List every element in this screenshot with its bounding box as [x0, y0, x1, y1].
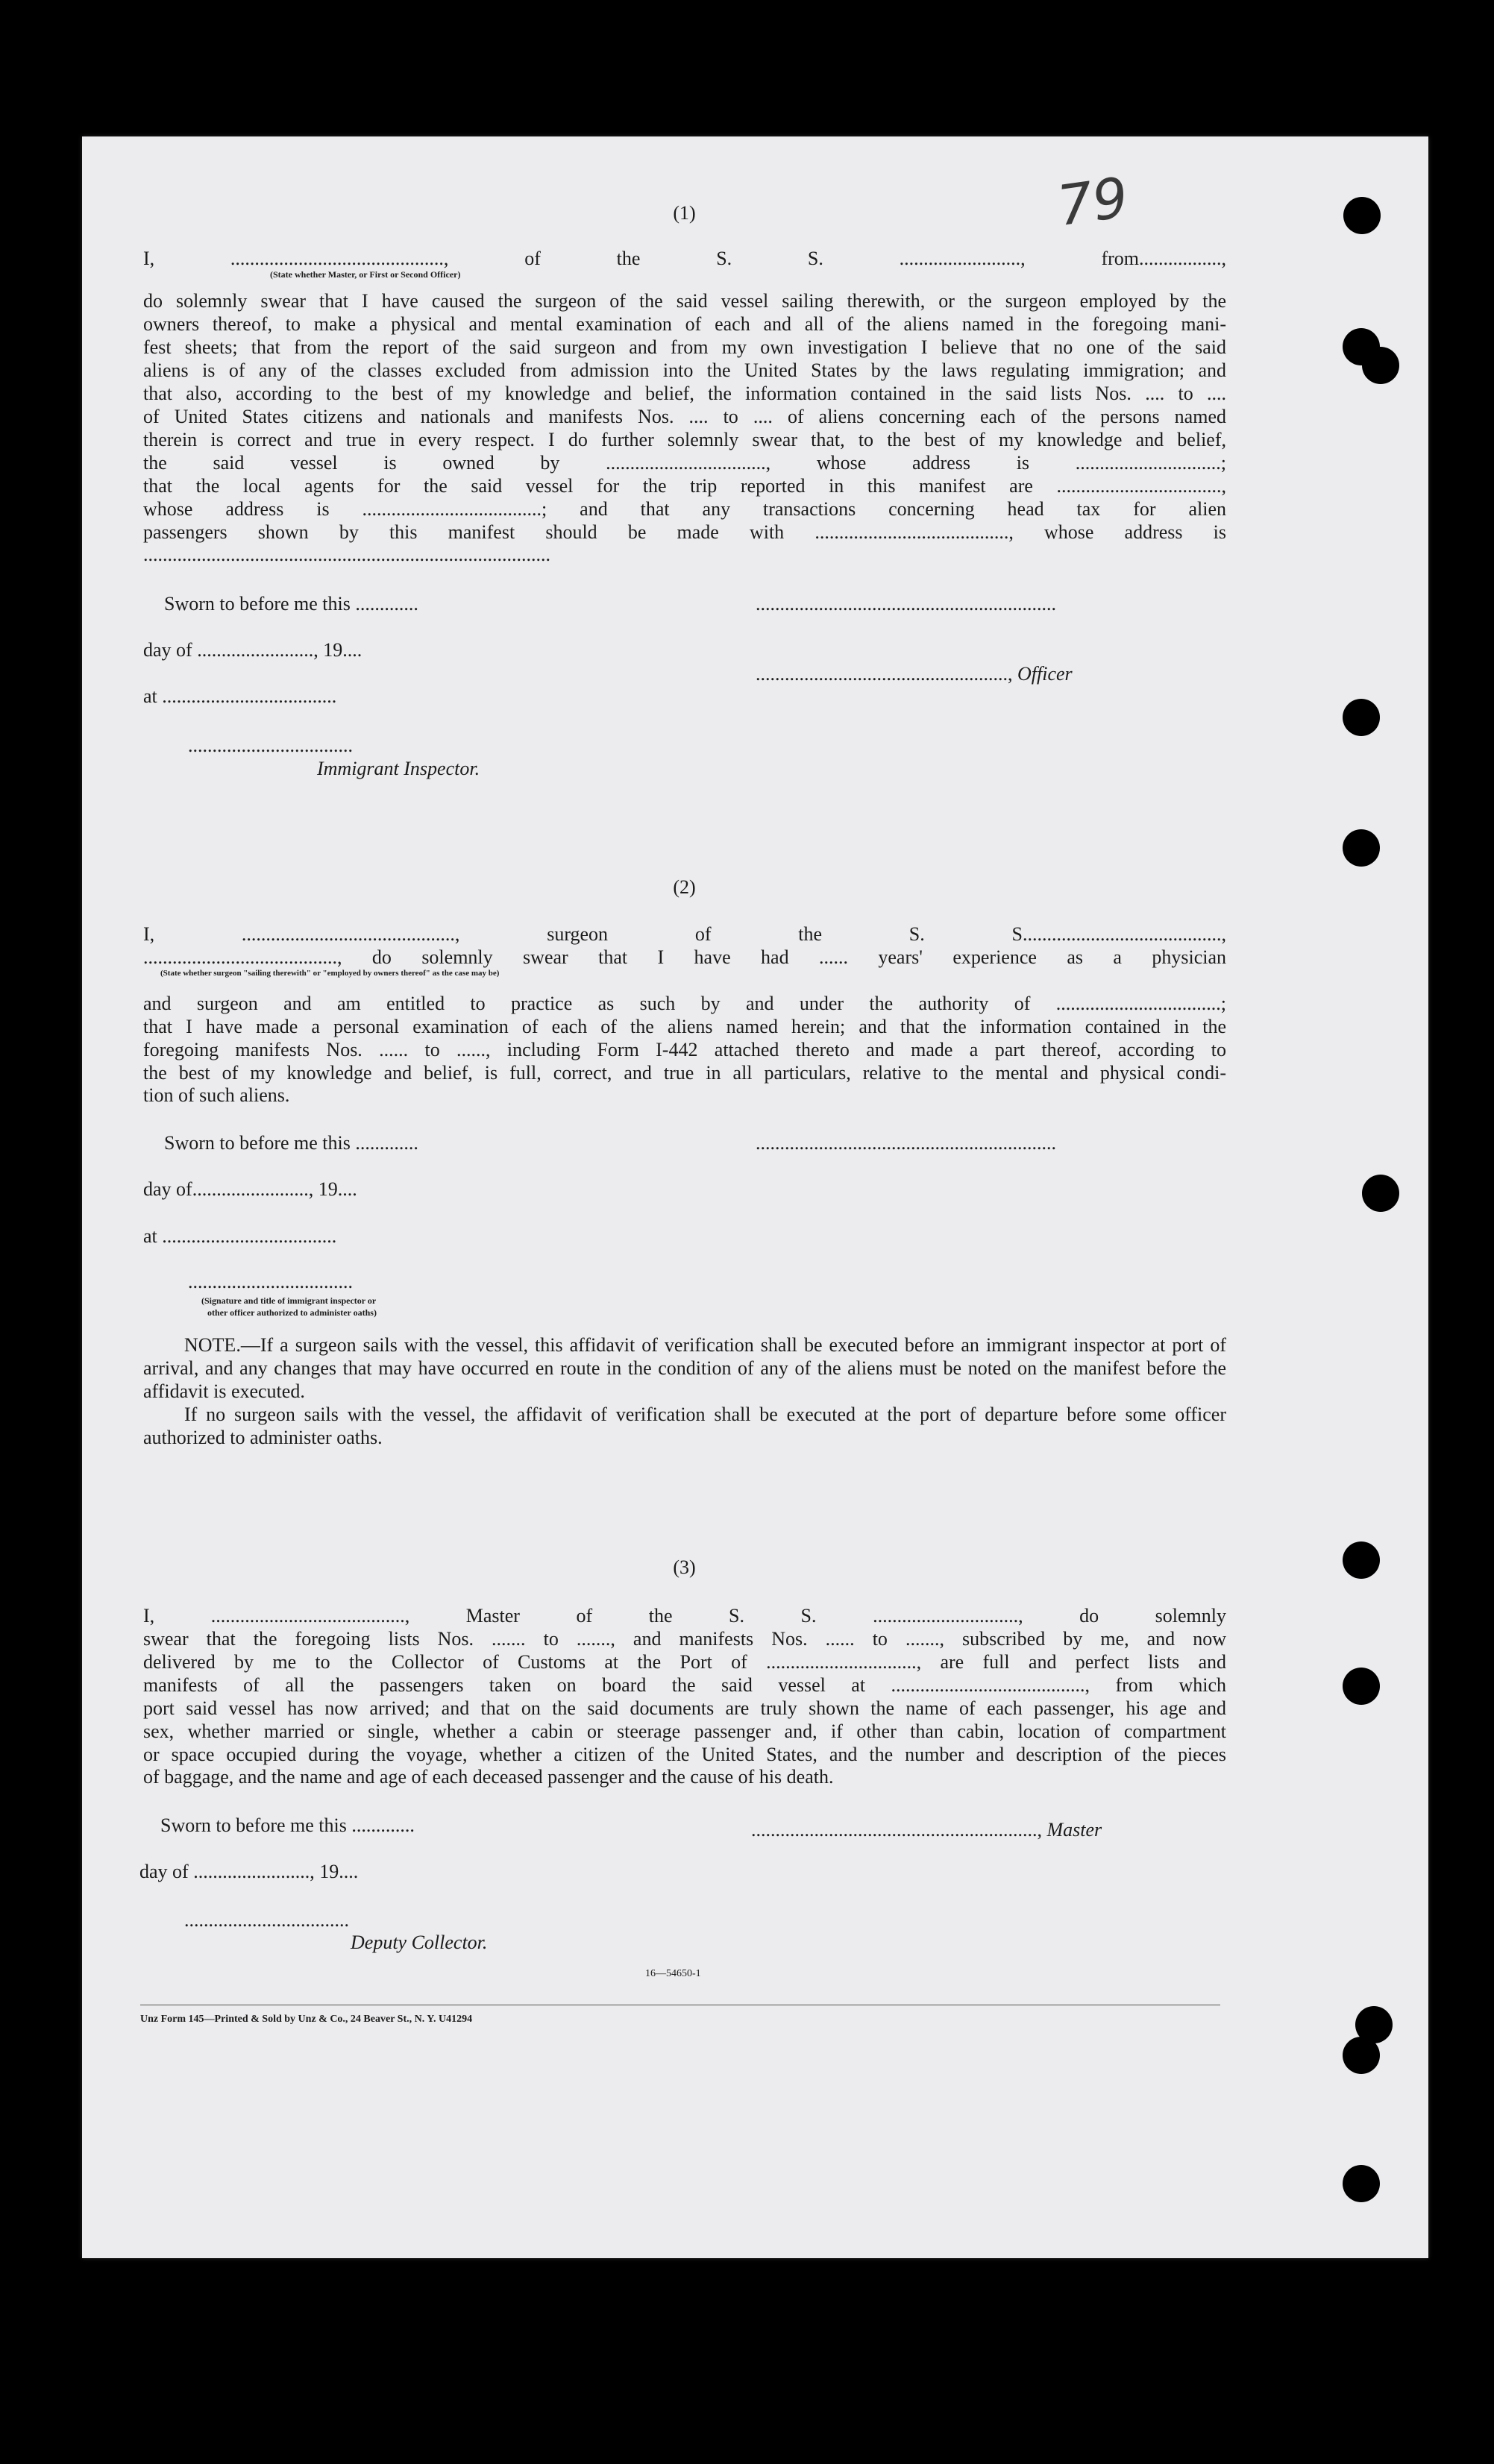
sworn-line: Sworn to before me this .............: [164, 1132, 418, 1154]
inspector-signature-line: ..................................: [188, 1271, 353, 1292]
paragraph-line: the best of my knowledge and belief, is full, correct, and true in all particulars, relative to the mental and physical condi-: [143, 1062, 1226, 1084]
section-1-first-line: I, ............................................, of the S. S. ........................., from.................,: [143, 248, 1226, 269]
day-line: day of ........................, 19....: [139, 1861, 359, 1882]
collector-signature-line: ..................................: [184, 1909, 349, 1931]
printer-imprint: Unz Form 145—Printed & Sold by Unz & Co., 24 Beaver St., N. Y. U41294: [140, 2014, 473, 2025]
note-paragraph-2: If no surgeon sails with the vessel, the affidavit of verification shall be executed at the port of departure before some officer authorized to administer oaths.: [143, 1404, 1226, 1448]
at-line: at ....................................: [143, 1225, 337, 1247]
paragraph-line: owners thereof, to make a physical and mental examination of each and all of the aliens named in the foregoing mani-: [143, 313, 1226, 335]
form-code: 16—54650-1: [645, 1968, 701, 1979]
signature-line: ..............................................................: [756, 1132, 1056, 1154]
signature-note-2: other officer authorized to administer oaths): [207, 1307, 377, 1318]
paragraph-line: of United States citizens and nationals and manifests Nos. .... to .... of aliens concerning each of the persons named: [143, 406, 1226, 427]
section-2-number: (2): [673, 876, 696, 898]
binder-hole-5: [1343, 829, 1380, 867]
binder-hole-8: [1343, 1668, 1380, 1705]
paragraph-line: the said vessel is owned by ................................., whose address is ..............................;: [143, 452, 1226, 474]
officer-label: Officer: [1017, 663, 1073, 685]
paragraph-line: I, ........................................, Master of the S. S. .............................., do solemnly: [143, 1605, 1226, 1627]
signature-line: ..............................................................: [756, 593, 1056, 615]
inspector-signature-line: ..................................: [188, 735, 353, 756]
master-label: Master: [1046, 1819, 1102, 1841]
at-line: at ....................................: [143, 685, 337, 707]
section-1-first-line-note: (State whether Master, or First or Second Officer): [270, 269, 461, 280]
binder-hole-3: [1362, 347, 1399, 384]
paragraph-line: that the local agents for the said vessel for the trip reported in this manifest are ..................................,: [143, 475, 1226, 497]
section-2-line-2-note: (State whether surgeon "sailing therewith" or "employed by owners thereof" as the case may be): [160, 969, 500, 978]
binder-hole-4: [1343, 699, 1380, 736]
binder-hole-6: [1362, 1175, 1399, 1212]
paragraph-line: fest sheets; that from the report of the said surgeon and from my own investigation I believe that no one of the said: [143, 336, 1226, 358]
section-2-line-1: I, ............................................, surgeon of the S. S.........................................,: [143, 923, 1226, 945]
binder-hole-10: [1343, 2037, 1380, 2074]
paragraph-line: that I have made a personal examination of each of the aliens named herein; and that the information contained in the: [143, 1016, 1226, 1037]
paragraph-line: do solemnly swear that I have caused the surgeon of the said vessel sailing therewith, or the surgeon employed by the: [143, 290, 1226, 312]
paragraph-line: or space occupied during the voyage, whether a citizen of the United States, and the number and description of the pieces: [143, 1744, 1226, 1765]
binder-hole-11: [1343, 2165, 1380, 2202]
signature-note-1: (Signature and title of immigrant inspector or: [201, 1295, 377, 1306]
paragraph-line: port said vessel has now arrived; and that on the said documents are truly shown the name of each passenger, his age and: [143, 1697, 1226, 1719]
inspector-label: Immigrant Inspector.: [317, 758, 480, 779]
paragraph-line: swear that the foregoing lists Nos. ....... to ......., and manifests Nos. ...... to ......., subscribed by me, and now: [143, 1628, 1226, 1650]
handwritten-page-number: 79: [1053, 165, 1132, 239]
paragraph-line: and surgeon and am entitled to practice as such by and under the authority of ..................................;: [143, 993, 1226, 1014]
sworn-line: Sworn to before me this .............: [160, 1814, 415, 1836]
sworn-line: Sworn to before me this .............: [164, 593, 418, 615]
section-3-number: (3): [673, 1556, 696, 1578]
day-line: day of ........................, 19....: [143, 639, 362, 661]
paragraph-line: manifests of all the passengers taken on board the said vessel at ........................................, from which: [143, 1674, 1226, 1696]
officer-signature-line: ...................................................., Officer: [756, 663, 1073, 685]
section-1-number: (1): [673, 202, 696, 224]
master-signature-line: ..........................................................., Master: [751, 1819, 1102, 1841]
paragraph-line: therein is correct and true in every respect. I do further solemnly swear that, to the best of my knowledge and belief,: [143, 429, 1226, 450]
day-line: day of........................, 19....: [143, 1178, 357, 1200]
paragraph-line: passengers shown by this manifest should be made with ........................................, whose address is: [143, 521, 1226, 543]
paragraph-line: whose address is .....................................; and that any transactions concerning head tax for alien: [143, 498, 1226, 520]
paragraph-line: delivered by me to the Collector of Customs at the Port of ..............................., are full and perfect lists and: [143, 1651, 1226, 1673]
note-paragraph-1: NOTE.—If a surgeon sails with the vessel, this affidavit of verification shall be executed before an immigrant inspector at port of arrival, and any changes that may have occurred en route in the condition of any of the aliens must be noted on the manifest before the affidavit is executed.: [143, 1334, 1226, 1402]
paragraph-line: foregoing manifests Nos. ...... to ......, including Form I-442 attached thereto and made a part thereof, according to: [143, 1039, 1226, 1060]
paragraph-line: sex, whether married or single, whether a cabin or steerage passenger and, if other than cabin, location of compartment: [143, 1720, 1226, 1742]
paragraph-line: of baggage, and the name and age of each deceased passenger and the cause of his death.: [143, 1766, 834, 1788]
paragraph-line: tion of such aliens.: [143, 1084, 290, 1106]
paragraph-line: aliens is of any of the classes excluded from admission into the United States by the laws regulating immigration; and: [143, 359, 1226, 381]
paragraph-line: ....................................................................................: [143, 544, 550, 565]
paragraph-line: that also, according to the best of my knowledge and belief, the information contained in the said lists Nos. .... to ....: [143, 383, 1226, 404]
collector-label: Deputy Collector.: [351, 1932, 488, 1953]
section-2-line-2: ........................................, do solemnly swear that I have had ...... years' experience as a physician: [143, 946, 1226, 968]
